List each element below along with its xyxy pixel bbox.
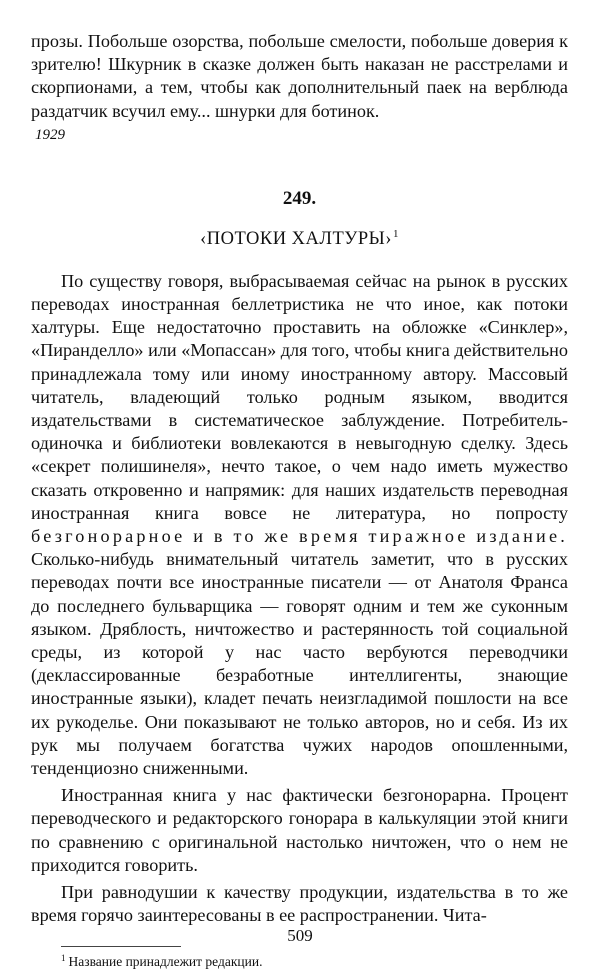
page-content	[31, 30, 568, 970]
footnote	[61, 953, 568, 970]
section-title	[31, 228, 568, 250]
page-number: 509	[287, 926, 313, 945]
body-paragraph-1	[31, 270, 568, 780]
section-number: 249.	[282, 187, 317, 209]
body-paragraph-3: При равнодушии к качеству продукции, издательства в то же время горячо заинтересованы в ее распространении. Чита-	[31, 882, 568, 926]
intro-year: 1929	[35, 126, 65, 143]
paragraph-1-part-2: Сколько-нибудь внимательный читатель заметит, что в русских переводах почти все иностранные писатели — от Анатоля Франса до последнего бульварщика — говорят одним и тем же суконным языком. Дряблость, ничтожество и растерянность той социальной среды, из которой у нас часто вербуются переводчики (деклассированные безработные интеллигенты, знающие иностранные языки), кладет печать неизгладимой пошлости на все их рукоделье. Они показывают не только авторов, но и себя. Из их рук мы получаем богатства чужих народов опошленными, тенденциозно сниженными.	[31, 549, 568, 779]
intro-paragraph: прозы. Побольше озорства, побольше смелости, побольше доверия к зрителю! Шкурник в сказке должен быть наказан не расстрелами и скорпионами, а тем, чтобы как дополнительный паек на верблюда раздатчик всучил ему... шнурки для ботинок.	[31, 31, 568, 121]
section-title-text: ‹ПОТОКИ ХАЛТУРЫ›	[200, 228, 392, 249]
footnote-text: Название принадлежит редакции.	[68, 953, 263, 969]
body-paragraph-2: Иностранная книга у нас фактически безгонорарна. Процент переводческого и редакторского гонорара в калькуляции этой книги по сравнению с оригинальной настолько ничтожен, что о нем не приходится говорить.	[31, 785, 568, 875]
title-footnote-mark: 1	[392, 227, 399, 240]
footnote-mark: 1	[61, 952, 66, 963]
article-body	[31, 270, 568, 928]
paragraph-1-spaced-emphasis: безгонорарное и в то же время тиражное издание.	[31, 526, 568, 547]
paragraph-1-part-1: По существу говоря, выбрасываемая сейчас на рынок в русских переводах иностранная беллетристика не что иное, как потоки халтуры. Еще недостаточно проставить на обложке «Синклер», «Пиранделло» или «Мопассан» для того, чтобы книга действительно принадлежала тому или иному иностранному автору. Массовый читатель, владеющий только родным языком, вводится издательствами в систематическое заблуждение. Потребитель-одиночка и библиотеки вовлекаются в невыгодную сделку. Здесь «секрет полишинеля», нечто такое, о чем надо иметь мужество сказать откровенно и напрямик: для наших издательств переводная иностранная книга вовсе не литература, но попросту	[31, 270, 568, 523]
